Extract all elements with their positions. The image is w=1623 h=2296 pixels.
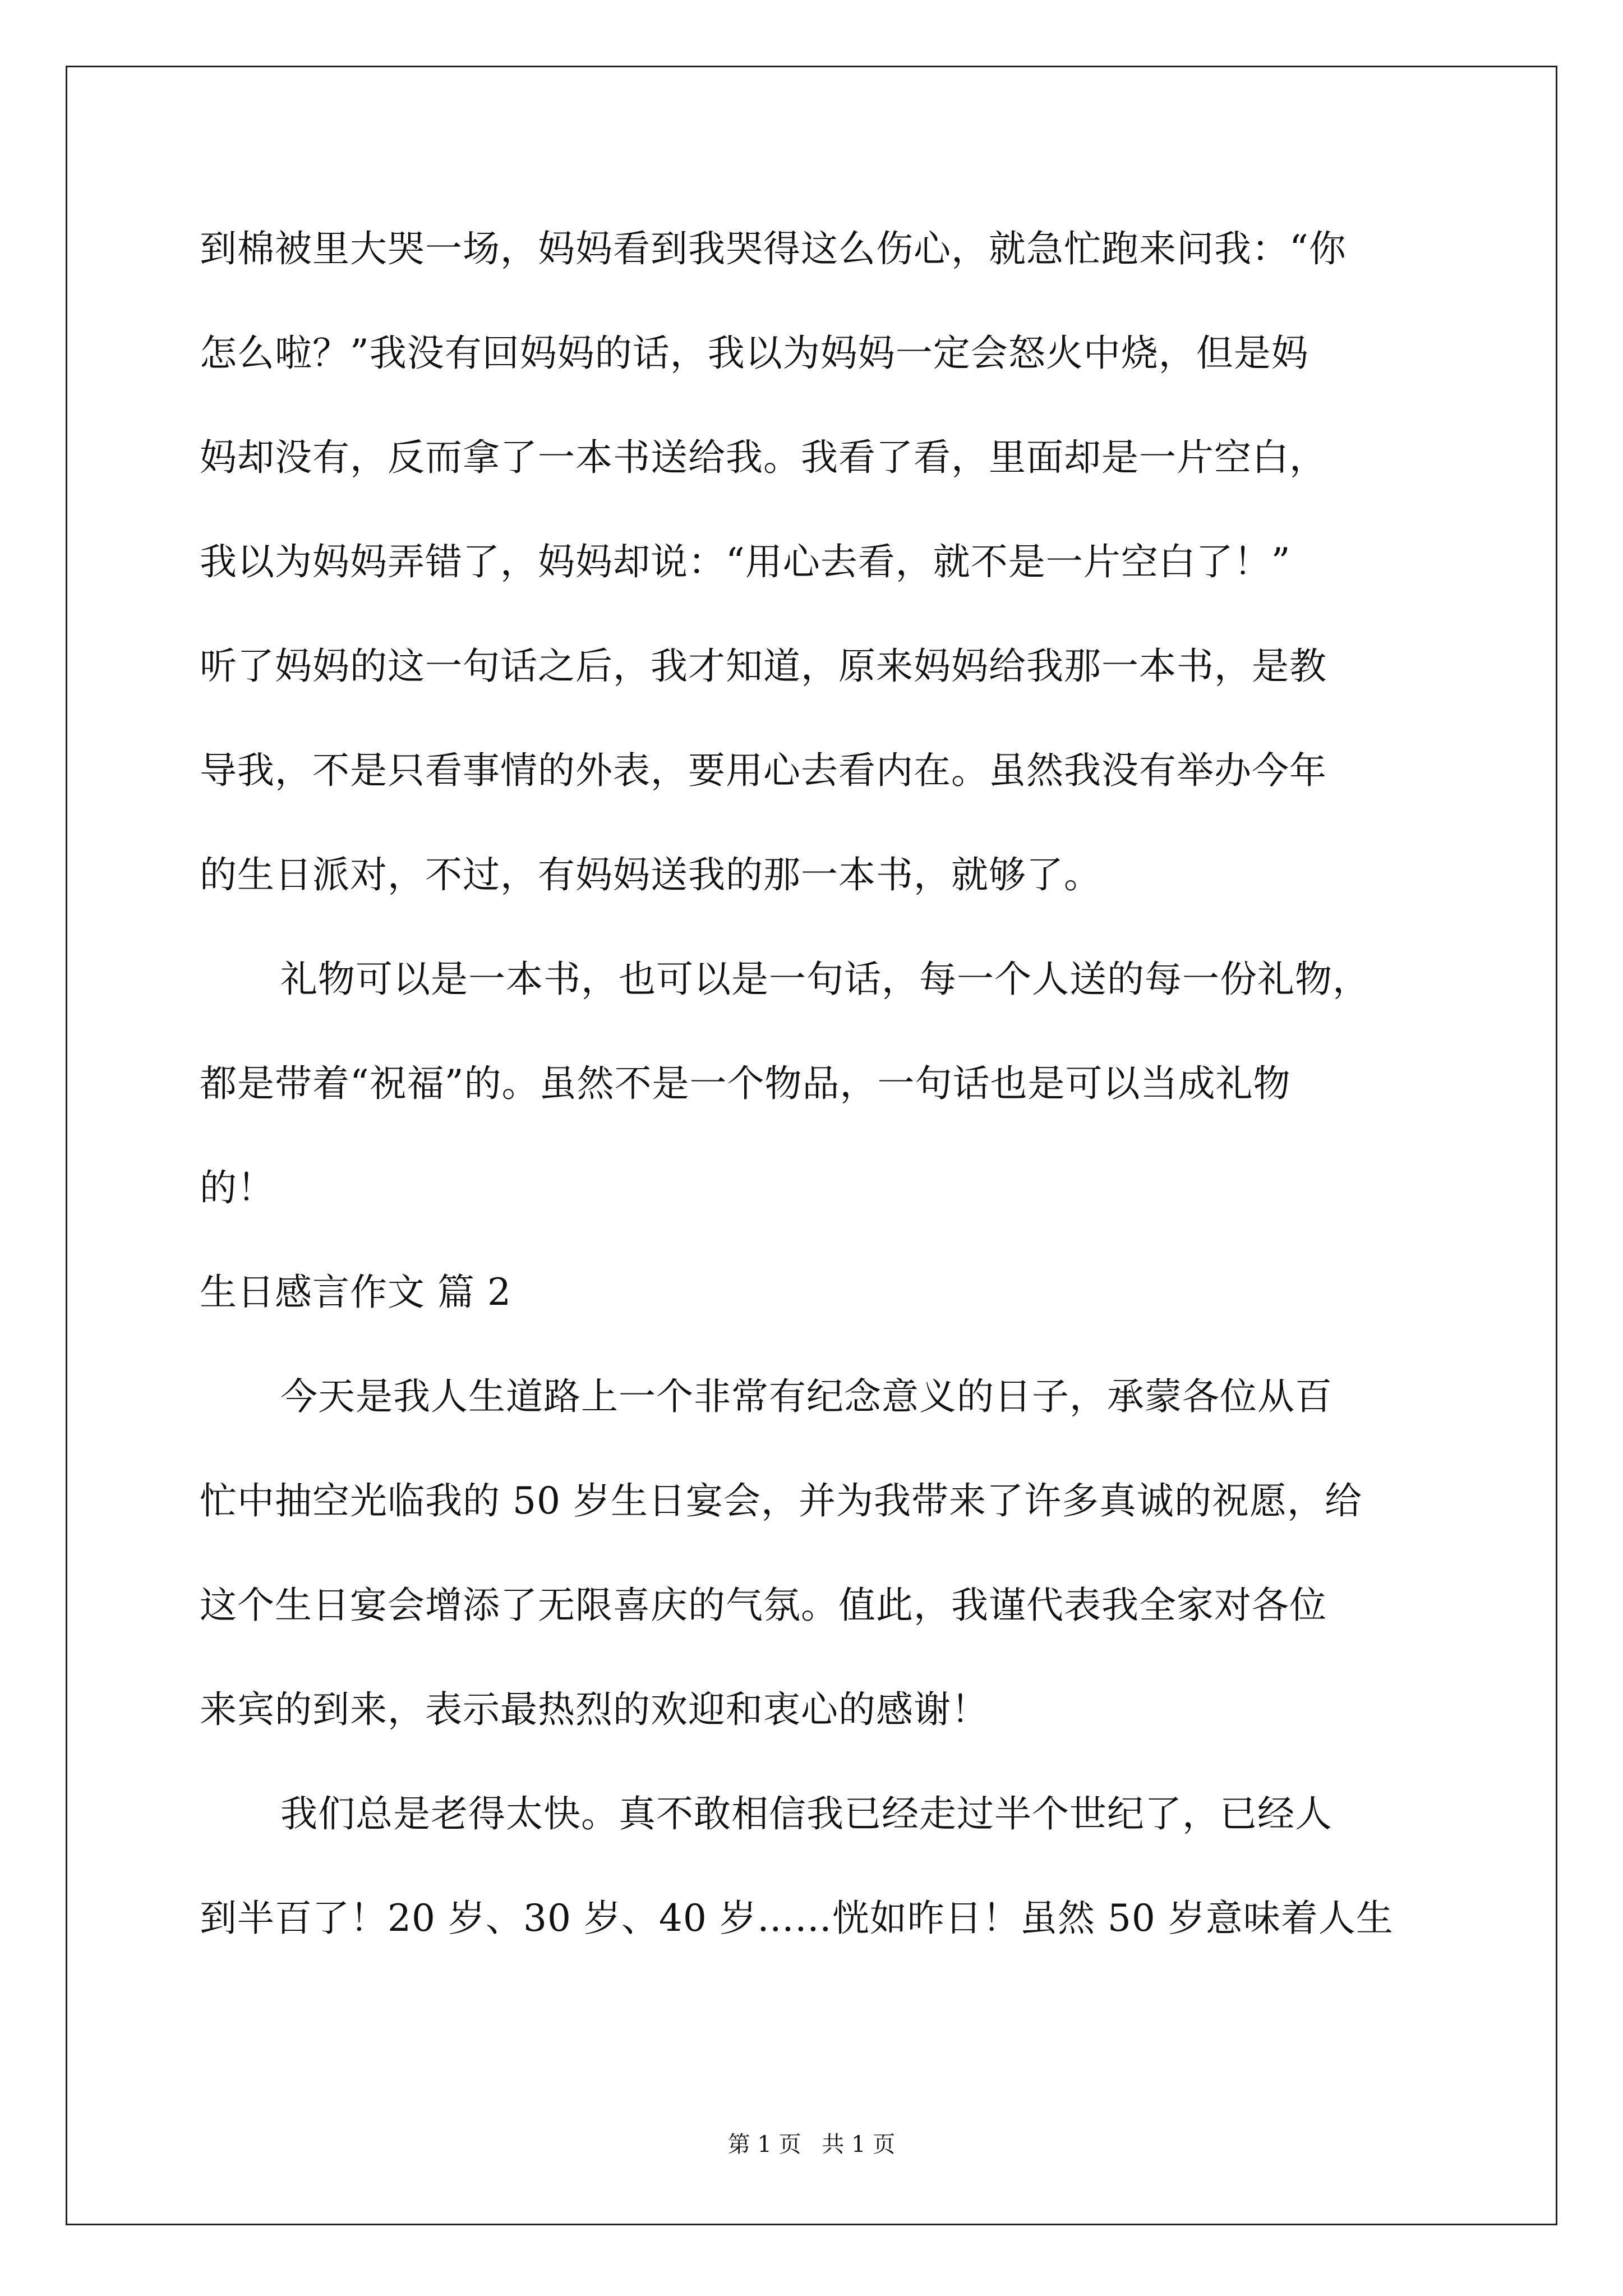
paragraph-line: 礼物可以是一本书，也可以是一句话，每一个人送的每一份礼物， — [280, 958, 1370, 1001]
paragraph-line: 的！ — [200, 1166, 275, 1209]
paragraph-line: 这个生日宴会增添了无限喜庆的气氛。值此，我谨代表我全家对各位 — [200, 1584, 1327, 1627]
paragraph-line: 都是带着“祝福”的。虽然不是一个物品，一句话也是可以当成礼物 — [200, 1062, 1291, 1105]
paragraph-line: 今天是我人生道路上一个非常有纪念意义的日子，承蒙各位从百 — [280, 1375, 1332, 1418]
paragraph-line: 到半百了！20 岁、30 岁、40 岁……恍如昨日！虽然 50 岁意味着人生 — [200, 1897, 1394, 1940]
paragraph-line: 我以为妈妈弄错了，妈妈却说：“用心去看，就不是一片空白了！” — [200, 540, 1291, 583]
page-footer — [0, 2131, 1623, 2159]
paragraph-line: 忙中抽空光临我的 50 岁生日宴会，并为我带来了许多真诚的祝愿，给 — [200, 1479, 1362, 1522]
paragraph-line: 的生日派对，不过，有妈妈送我的那一本书，就够了。 — [200, 853, 1101, 896]
paragraph-line: 导我，不是只看事情的外表，要用心去看内在。虽然我没有举办今年 — [200, 749, 1327, 792]
page-total: 共 1 页 — [822, 2132, 896, 2157]
paragraph-line: 听了妈妈的这一句话之后，我才知道，原来妈妈给我那一本书，是教 — [200, 645, 1327, 688]
paragraph-line: 来宾的到来，表示最热烈的欢迎和衷心的感谢！ — [200, 1688, 989, 1731]
page-number: 第 1 页 — [727, 2132, 801, 2157]
section-heading: 生日感言作文 篇 2 — [200, 1271, 511, 1314]
paragraph-line: 妈却没有，反而拿了一本书送给我。我看了看，里面却是一片空白， — [200, 436, 1327, 479]
paragraph-line: 我们总是老得太快。真不敢相信我已经走过半个世纪了，已经人 — [280, 1792, 1332, 1835]
paragraph-line: 怎么啦？”我没有回妈妈的话，我以为妈妈一定会怒火中烧，但是妈 — [200, 332, 1309, 375]
paragraph-line: 到棉被里大哭一场，妈妈看到我哭得这么伤心，就急忙跑来问我：“你 — [200, 227, 1347, 270]
